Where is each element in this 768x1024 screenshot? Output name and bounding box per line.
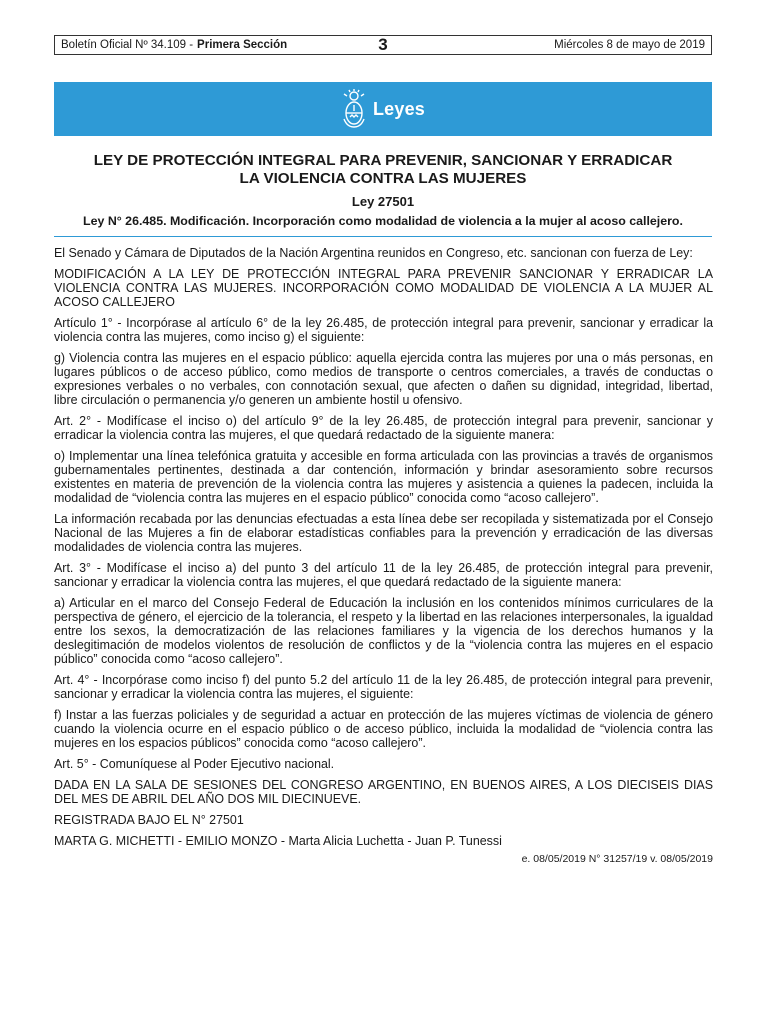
section-banner: [54, 82, 712, 136]
paragraph-inciso-o: o) Implementar una línea telefónica gratuita y accesible en forma articulada con las provincias a través de organismos gubernamentales pertinentes, destinada a dar contención, información y brindar asesoramiento sobre recursos existentes en materia de prevención de la violencia contra las mujeres y asistencia a quienes la padecen, incluida la modalidad de “violencia contra las mujeres en el espacio público” conocida como “acoso callejero”.: [54, 449, 713, 505]
title-divider: [54, 236, 712, 237]
paragraph-inciso-g: g) Violencia contra las mujeres en el espacio público: aquella ejercida contra las mujeres por una o más personas, en lugares públicos o de acceso público, como medios de transporte o centros comerciales, a través de conductas o expresiones verbales o no verbales, con connotación sexual, que afecten o dañen su dignidad, integridad, libertad, libre circulación o permanencia y/o generen un ambiente hostil u ofensivo.: [54, 351, 713, 407]
document-title: [54, 152, 712, 188]
paragraph-article-2: Art. 2° - Modifícase el inciso o) del artículo 9° de la ley 26.485, de protección integral para prevenir, sancionar y erradicar la violencia contra las mujeres, el que quedará redactado de la siguiente manera:: [54, 414, 713, 442]
paragraph-heading: MODIFICACIÓN A LA LEY DE PROTECCIÓN INTEGRAL PARA PREVENIR SANCIONAR Y ERRADICAR LA VIOLENCIA CONTRA LAS MUJERES. INCORPORACIÓN COMO MODALIDAD DE VIOLENCIA A LA MUJER AL ACOSO CALLEJERO: [54, 267, 713, 309]
document-body: [54, 246, 713, 866]
document-subtitle: Ley N° 26.485. Modificación. Incorporación como modalidad de violencia a la mujer al acoso callejero.: [83, 214, 683, 228]
paragraph-article-5: Art. 5° - Comuníquese al Poder Ejecutivo nacional.: [54, 757, 335, 771]
paragraph-inciso-a: a) Articular en el marco del Consejo Federal de Educación la inclusión en los contenidos mínimos curriculares de la perspectiva de género, el ejercicio de la tolerancia, el respeto y la libertad en las relaciones interpersonales, la igualdad entre los sexos, la democratización de las relaciones familiares y la vigencia de los derechos humanos y la deslegitimación de modelos violentos de resolución de conflictos y de la “violencia contra las mujeres en el espacio público” conocida como “acoso callejero”.: [54, 596, 713, 666]
law-number: Ley 27501: [351, 194, 415, 209]
document-title-line2: LA VIOLENCIA CONTRA LAS MUJERES: [239, 170, 527, 187]
page-header: [54, 35, 712, 55]
publication-footer-note: e. 08/05/2019 N° 31257/19 v. 08/05/2019: [521, 853, 713, 865]
publication-name: Boletín Oficial Nº 34.109 -: [61, 39, 194, 51]
paragraph-article-3: Art. 3° - Modifícase el inciso a) del punto 3 del artículo 11 de la ley 26.485, de protección integral para prevenir, sancionar y erradicar la violencia contra las mujeres, el que quedará redactado de la siguiente manera:: [54, 561, 713, 589]
section-name: Primera Sección: [197, 39, 288, 51]
document-title-line1: LEY DE PROTECCIÓN INTEGRAL PARA PREVENIR, SANCIONAR Y ERRADICAR: [93, 152, 673, 169]
paragraph-article-4: Art. 4° - Incorpórase como inciso f) del punto 5.2 del artículo 11 de la ley 26.485, de protección integral para prevenir, sancionar y erradicar la violencia contra las mujeres, el siguiente:: [54, 673, 713, 701]
argentina-coat-of-arms-icon: [341, 89, 367, 129]
banner-title: Leyes: [372, 98, 426, 119]
page-number: 3: [378, 35, 388, 54]
paragraph-information: La información recabada por las denuncias efectuadas a esta línea debe ser recopilada y sistematizada por el Consejo Nacional de las Mujeres a fin de elaborar estadísticas confiables para la prevención y erradicación de las diversas modalidades de violencia contra las mujeres.: [54, 512, 713, 554]
paragraph-registrada: REGISTRADA BAJO EL N° 27501: [54, 813, 244, 827]
paragraph-preamble: El Senado y Cámara de Diputados de la Nación Argentina reunidos en Congreso, etc. sancionan con fuerza de Ley:: [54, 246, 693, 260]
header-publication: [61, 39, 287, 51]
paragraph-signatories: MARTA G. MICHETTI - EMILIO MONZO - Marta Alicia Luchetta - Juan P. Tunessi: [54, 834, 502, 848]
paragraph-dada: DADA EN LA SALA DE SESIONES DEL CONGRESO ARGENTINO, EN BUENOS AIRES, A LOS DIECISEIS DIAS DEL MES DE ABRIL DEL AÑO DOS MIL DIECINUEVE.: [54, 778, 713, 806]
publication-date: Miércoles 8 de mayo de 2019: [554, 39, 705, 51]
document-title-block: [54, 152, 712, 228]
paragraph-inciso-f: f) Instar a las fuerzas policiales y de seguridad a actuar en protección de las mujeres víctimas de violencia de género cuando la violencia ocurre en el espacio público o de acceso público, incluida la modalidad de “violencia contra las mujeres en los espacios públicos” conocida como “acoso callejero”.: [54, 708, 713, 750]
paragraph-article-1: Artículo 1° - Incorpórase al artículo 6° de la ley 26.485, de protección integral para prevenir, sancionar y erradicar la violencia contra las mujeres, como inciso g) el siguiente:: [54, 316, 713, 344]
